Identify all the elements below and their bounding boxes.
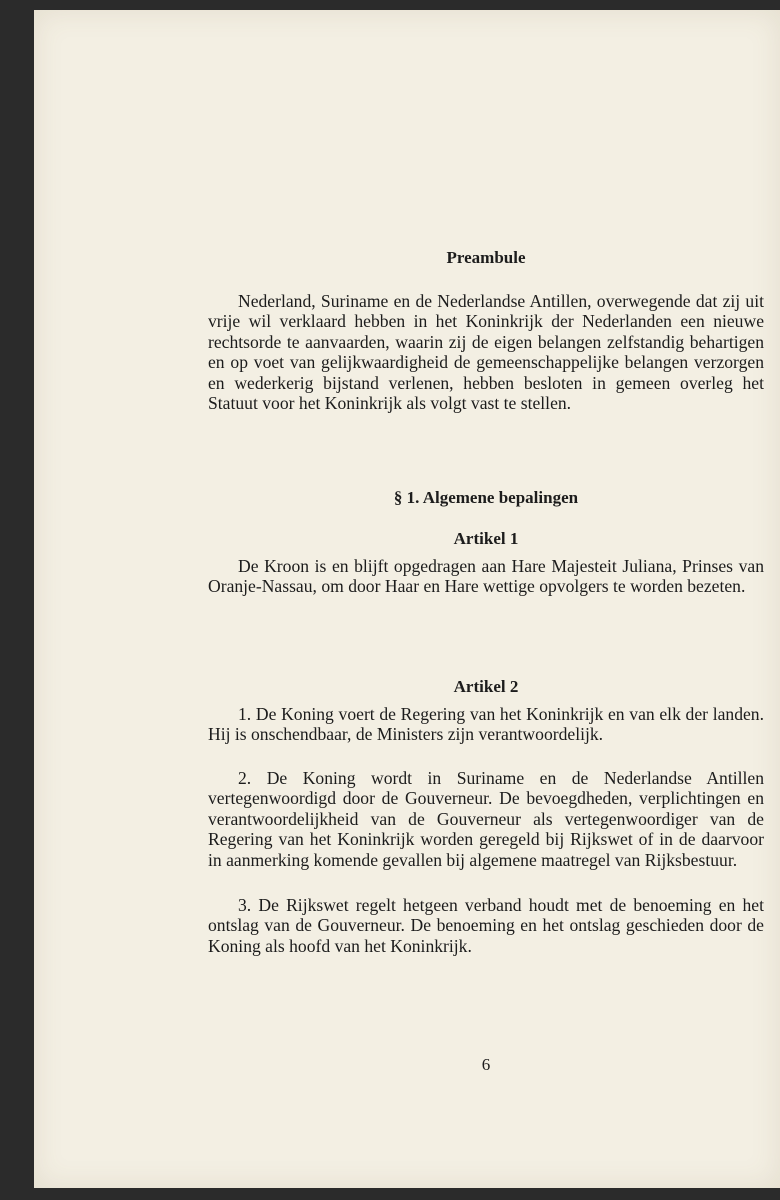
section-heading: § 1. Algemene bepalingen bbox=[393, 488, 579, 507]
artikel-1-heading: Artikel 1 bbox=[453, 529, 519, 548]
artikel-2-paragraph-3: 3. De Rijkswet regelt hetgeen verband houdt met de benoeming en het ontslag van de Gouverneur. De benoeming en het ontslag geschieden door de Koning als hoofd van het Koninkrijk. bbox=[208, 895, 764, 956]
artikel-2-paragraph-2: 2. De Koning wordt in Suriname en de Nederlandse Antillen vertegenwoordigd door de Gouverneur. De bevoegdheden, verplichtingen en verantwoordelijkheid van de Gouverneur als vertegenwoordiger van de Regering van het Koninkrijk worden geregeld bij Rijkswet of in de daarvoor in aanmerking komende gevallen bij algemene maatregel van Rijksbestuur. bbox=[208, 768, 764, 870]
artikel-1-paragraph: De Kroon is en blijft opgedragen aan Hare Majesteit Juliana, Prinses van Oranje-Nassau, om door Haar en Hare wettige opvolgers te worden bezeten. bbox=[208, 556, 764, 597]
bleed-through-texture bbox=[220, 102, 765, 270]
preambule-heading: Preambule bbox=[446, 248, 526, 267]
artikel-2-paragraph-1: 1. De Koning voert de Regering van het Koninkrijk en van elk der landen. Hij is onschendbaar, de Ministers zijn verantwoordelijk. bbox=[208, 704, 764, 745]
page-number: 6 bbox=[481, 1055, 491, 1074]
document-page bbox=[34, 10, 780, 1188]
artikel-2-heading: Artikel 2 bbox=[453, 677, 519, 696]
preambule-paragraph: Nederland, Suriname en de Nederlandse Antillen, overwegende dat zij uit vrije wil verklaard hebben in het Koninkrijk der Nederlanden een nieuwe rechtsorde te aanvaarden, waarin zij de eigen belangen zelfstandig behartigen en op voet van gelijkwaardigheid de gemeenschappelijke belangen verzorgen en wederkerig bijstand verlenen, hebben besloten in gemeen overleg het Statuut voor het Koninkrijk als volgt vast te stellen. bbox=[208, 291, 764, 414]
